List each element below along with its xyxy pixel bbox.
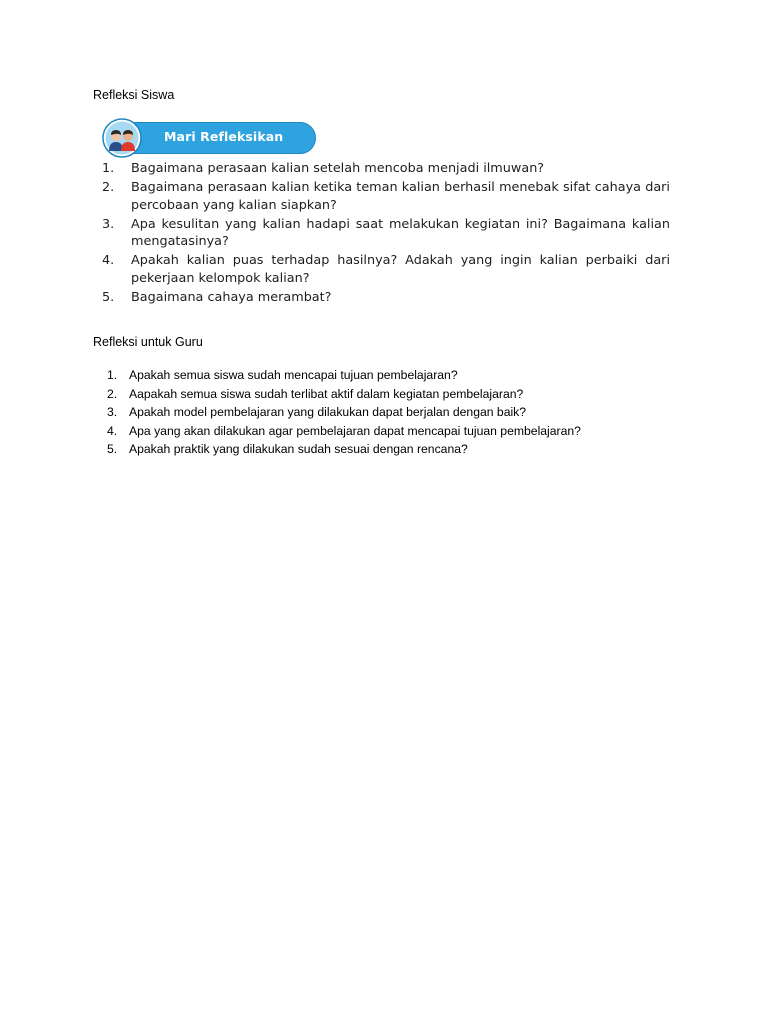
list-item: 4. Apa yang akan dilakukan agar pembelajaran dapat mencapai tujuan pembelajaran? <box>107 423 581 438</box>
list-item: 2. Aapakah semua siswa sudah terlibat aktif dalam kegiatan pembelajaran? <box>107 386 524 401</box>
list-item: 3. Apa kesulitan yang kalian hadapi saat melakukan kegiatan ini? Bagaimana kalian mengatasinya? <box>102 216 670 249</box>
list-item: 4. Apakah kalian puas terhadap hasilnya? Adakah yang ingin kalian perbaiki dari pekerjaan kelompok kalian? <box>102 253 670 286</box>
siswa-heading: Refleksi Siswa <box>93 88 175 102</box>
mari-refleksikan-banner <box>102 121 317 155</box>
banner-title: Mari Refleksikan <box>164 129 284 144</box>
list-item: 3. Apakah model pembelajaran yang dilakukan dapat berjalan dengan baik? <box>107 405 527 420</box>
guru-heading: Refleksi untuk Guru <box>93 335 203 349</box>
list-item: 5. Apakah praktik yang dilakukan sudah sesuai dengan rencana? <box>107 442 468 457</box>
list-item: 1. Apakah semua siswa sudah mencapai tujuan pembelajaran? <box>107 368 458 382</box>
siswa-question-list <box>102 160 670 308</box>
guru-question-list <box>107 366 667 459</box>
list-item: 1. Bagaimana perasaan kalian setelah mencoba menjadi ilmuwan? <box>102 161 545 176</box>
two-children-icon <box>102 118 142 158</box>
list-item: 2. Bagaimana perasaan kalian ketika teman kalian berhasil menebak sifat cahaya dari percobaan yang kalian siapkan? <box>102 180 670 213</box>
list-item: 5. Bagaimana cahaya merambat? <box>102 289 332 305</box>
